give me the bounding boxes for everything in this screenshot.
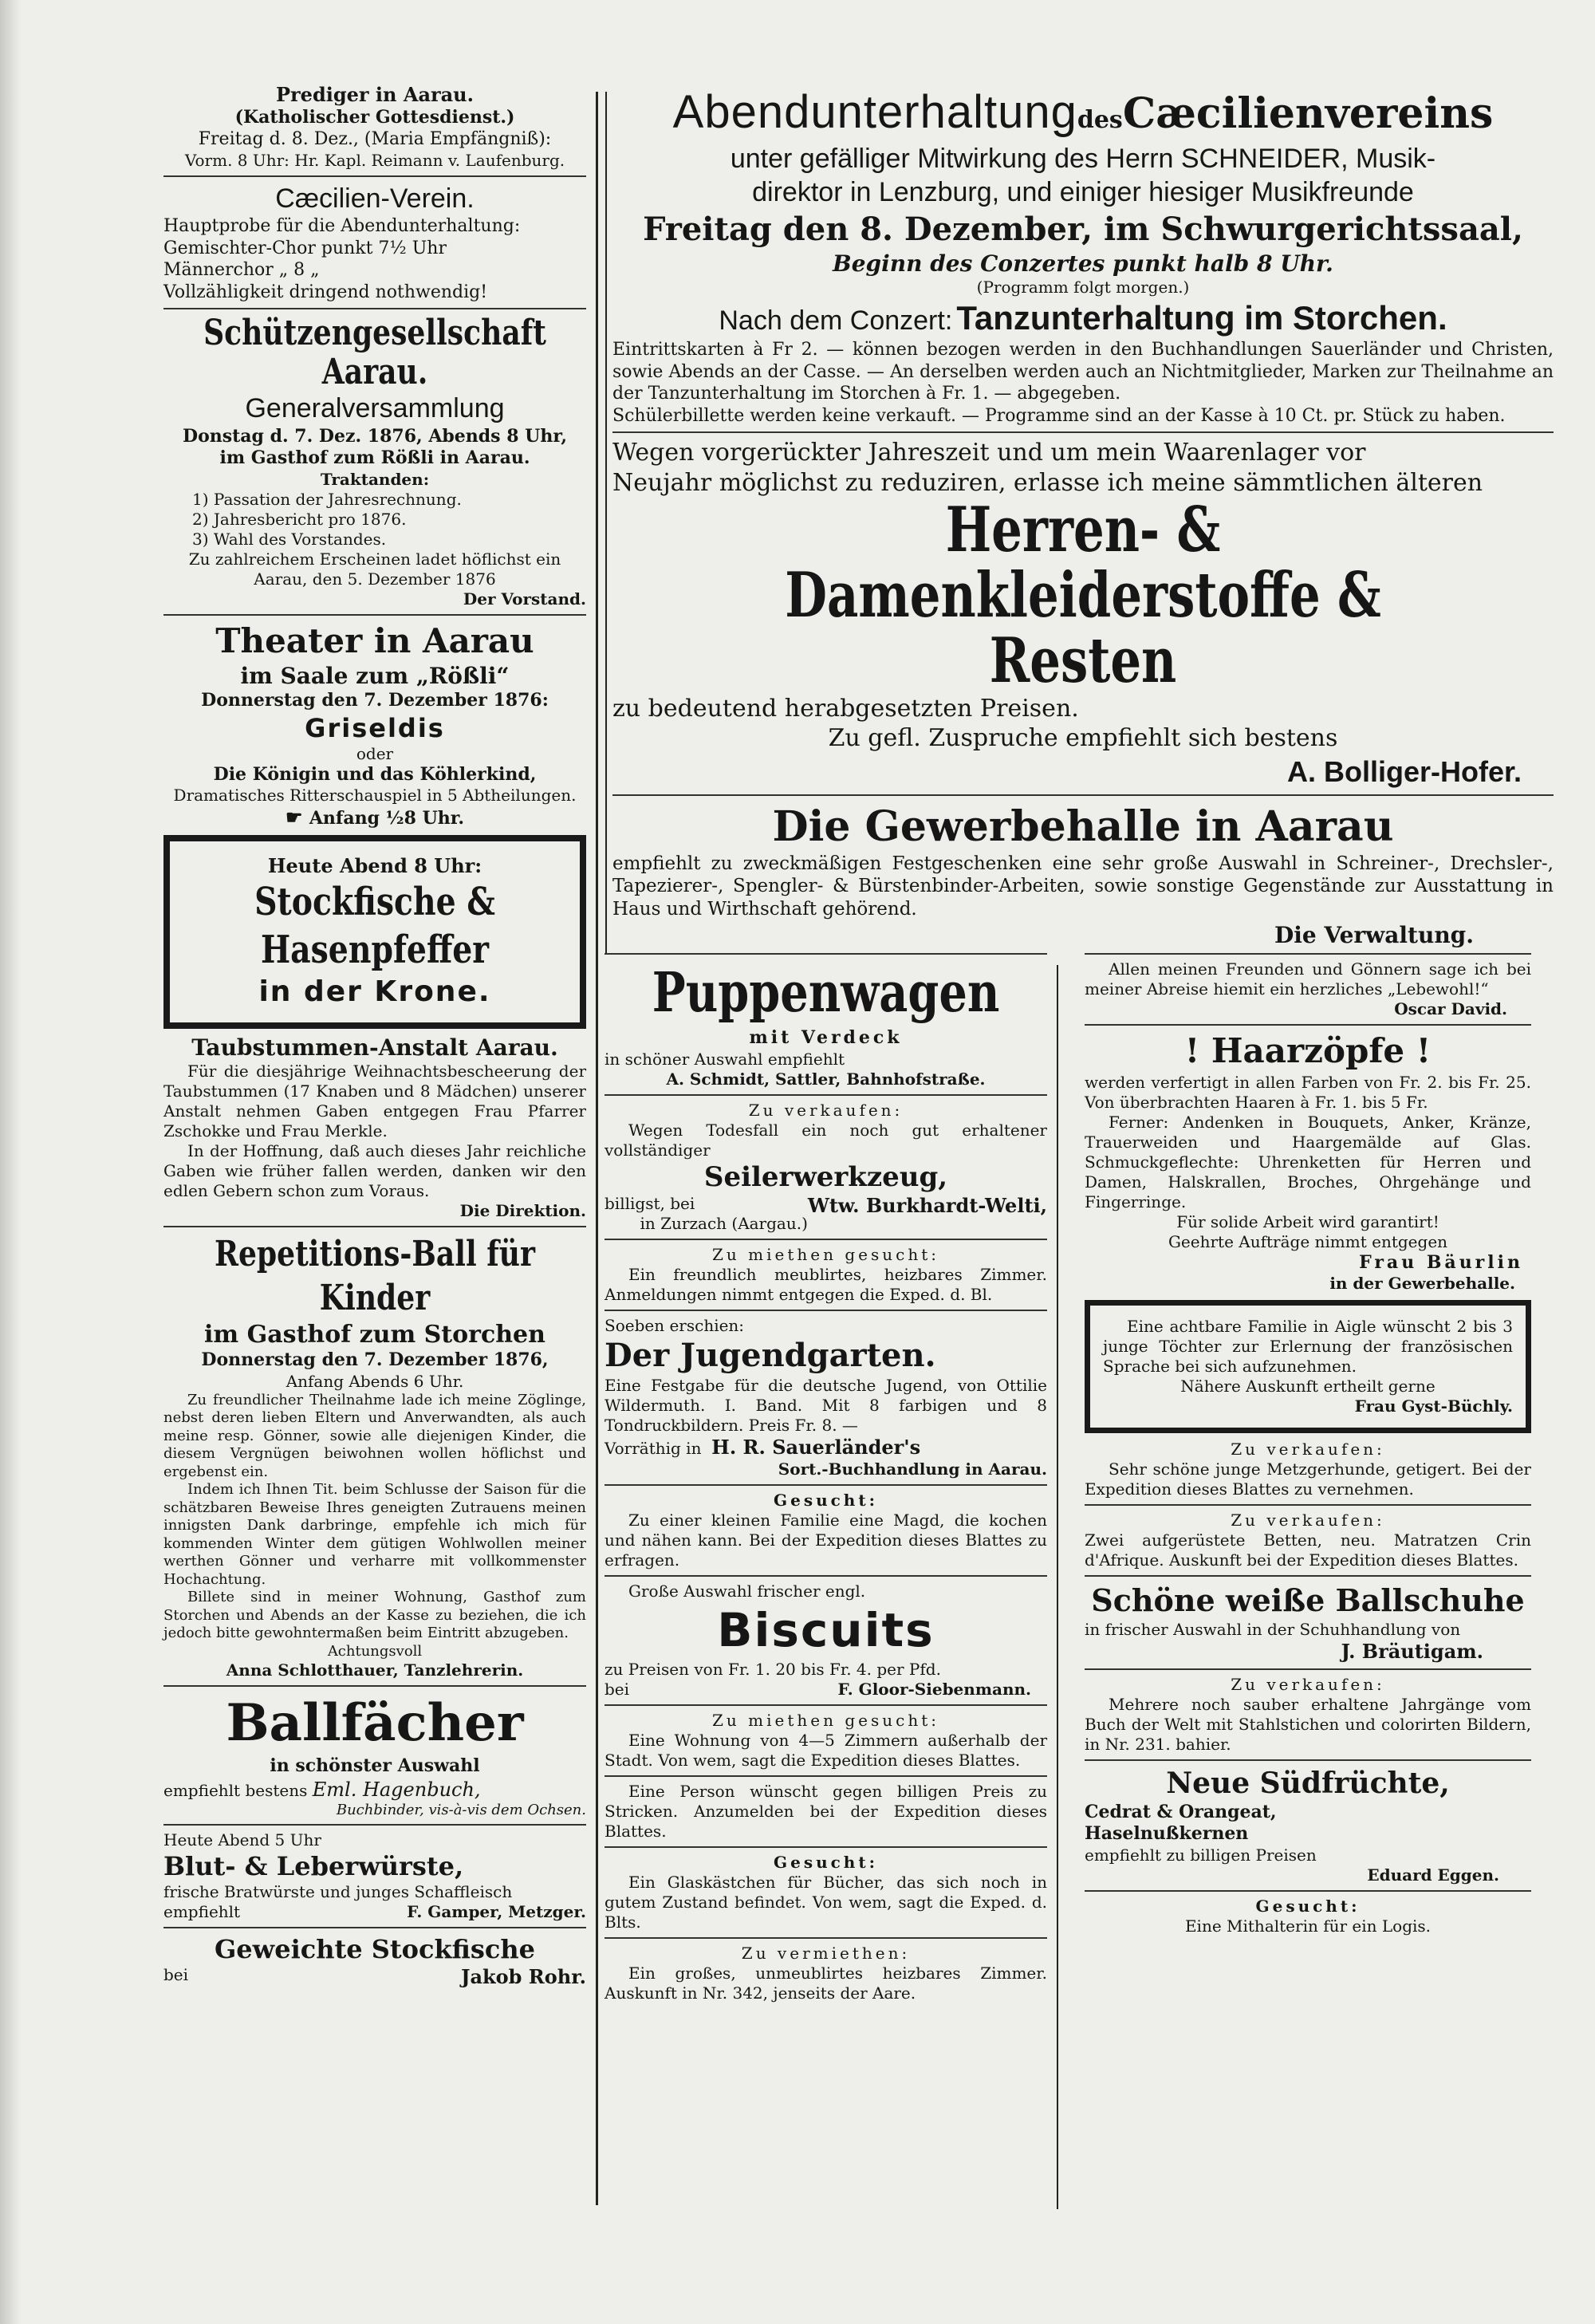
ad-line: Heute Abend 8 Uhr: xyxy=(267,853,482,877)
ad-gewerbehalle xyxy=(612,801,1554,949)
ad-signature: Frau Gyst-Büchly. xyxy=(1354,1396,1513,1416)
separator xyxy=(605,1704,1047,1706)
ad-signature: J. Bräutigam. xyxy=(1341,1639,1483,1663)
ad-line: Gemischter-Chor punkt 7½ Uhr xyxy=(163,238,447,258)
ad-line xyxy=(163,1902,586,1922)
separator xyxy=(1085,1024,1531,1026)
ad-body: Billete sind in meiner Wohnung, Gasthof zum Storchen und Abends an der Kasse zu beziehen, die ich jedoch bitte gewohntermaßen beim Eintritt abzugeben. xyxy=(163,1589,586,1642)
ad-mithalterin xyxy=(1085,1897,1531,1936)
ad-line-text: bei xyxy=(605,1679,630,1699)
ad-body: Ein Glaskästchen für Bücher, das sich noch in gutem Zustand befindet. Von wem, sagt die Exped. d. Blts. xyxy=(605,1872,1047,1932)
ad-body: Eintrittskarten à Fr 2. — können bezogen werden in den Buchhandlungen Sauerländer und Christen, sowie Abends an der Casse. — An derselben werden auch an Nichtmitglieder, Marken zur Theilnahme an der Tanzunterhaltung im Storchen à Fr. 1. — abgegeben. xyxy=(612,340,1554,404)
separator xyxy=(605,1310,1047,1311)
ad-signature: Die Verwaltung. xyxy=(1274,921,1474,948)
ad-signature: Eml. Hagenbuch, xyxy=(312,1778,481,1801)
ad-title: in der Krone. xyxy=(258,975,491,1008)
ad-play-title: Griseldis xyxy=(305,712,445,743)
ad-list-item: 2) Jahresbericht pro 1876. xyxy=(192,509,407,529)
ad-heading: Gesucht: xyxy=(774,1852,878,1872)
ad-title xyxy=(163,1232,586,1320)
ad-puppenwagen xyxy=(605,959,1047,1089)
ad-body: Ein großes, unmeublirtes heizbares Zimmer. Auskunft in Nr. 342, jenseits der Aare. xyxy=(605,1963,1047,2003)
ad-time: Anfang Abends 6 Uhr. xyxy=(286,1371,464,1391)
ad-line: in schöner Auswahl empfiehlt xyxy=(605,1049,845,1069)
separator xyxy=(605,1575,1047,1577)
ad-signature: H. R. Sauerländer's xyxy=(711,1436,921,1459)
ad-title: Cæcilien-Verein. xyxy=(275,183,475,214)
ad-line: Soeben erschien: xyxy=(605,1316,745,1335)
ad-heading: Zu verkaufen: xyxy=(1231,1511,1385,1530)
ad-body: Eine Festgabe für die deutsche Jugend, von Ottilie Wildermuth. I. Band. Mit 8 farbigen und 8 Tondruckbildern. Preis Fr. 8. — xyxy=(605,1376,1047,1435)
ad-signature: F. Gloor-Siebenmann. xyxy=(837,1679,1031,1699)
separator xyxy=(163,614,586,616)
ad-body: In der Hoffnung, daß auch dieses Jahr reichliche Gaben wie früher fallen werden, danken wir den edlen Gebern schon zum Voraus. xyxy=(163,1140,586,1200)
separator xyxy=(1085,1575,1531,1577)
ad-body: Sehr schöne junge Metzgerhunde, getigert. Bei der Expedition dieses Blattes zu vernehmen. xyxy=(1085,1459,1531,1499)
ad-title: Blut- & Leberwürste, xyxy=(163,1851,464,1882)
ad-title-part: des xyxy=(1077,106,1123,134)
ad-line-text: empfiehlt bestens xyxy=(163,1780,308,1800)
ad-subtitle: (Katholischer Gottesdienst.) xyxy=(234,106,515,128)
ad-line: Für solide Arbeit wird garantirt! xyxy=(1176,1211,1439,1231)
separator xyxy=(605,1775,1047,1777)
ad-prediger xyxy=(163,84,586,171)
ad-signature: A. Schmidt, Sattler, Bahnhofstraße. xyxy=(666,1069,986,1089)
ad-title-part: Abendunterhaltung xyxy=(672,86,1077,138)
ad-line: unter gefälliger Mitwirkung des Herrn SCHNEIDER, Musik- xyxy=(730,143,1436,174)
ad-stricken xyxy=(605,1782,1047,1841)
ad-line: Neujahr möglichst zu reduziren, erlasse ich meine sämmtlichen älteren xyxy=(612,468,1483,497)
ad-start: Beginn des Conzertes punkt halb 8 Uhr. xyxy=(833,250,1333,277)
ad-title: Neue Südfrüchte, xyxy=(1166,1766,1450,1800)
ad-title xyxy=(612,494,1554,697)
ad-aigle-box xyxy=(1085,1300,1531,1433)
ad-line: Aarau, den 5. Dezember 1876 xyxy=(254,569,496,589)
ad-heading: Zu verkaufen: xyxy=(1231,1440,1385,1459)
ad-metzgerhunde xyxy=(1085,1440,1531,1499)
ad-body: Eine achtbare Familie in Aigle wünscht 2 bis 3 junge Töchter zur Erlernung der französischen Sprache bei sich aufzunehmen. xyxy=(1103,1317,1513,1376)
ad-date: Donstag d. 7. Dez. 1876, Abends 8 Uhr, xyxy=(182,425,568,447)
ad-line xyxy=(163,806,586,830)
ad-line: zu bedeutend herabgesetzten Preisen. xyxy=(612,694,1079,723)
ad-title: Geweichte Stockfische xyxy=(214,1934,536,1965)
ad-haarzoepfe xyxy=(1085,1030,1531,1294)
ad-krone-box xyxy=(163,835,586,1029)
ad-line: Hauptprobe für die Abendunterhaltung: xyxy=(163,216,521,237)
ad-title-text: Schützengesellschaft Aarau. xyxy=(203,313,546,392)
ad-magd-gesucht xyxy=(605,1491,1047,1570)
ad-place: im Saale zum „Rößli“ xyxy=(240,663,510,690)
ad-title: Schöne weiße Ballschuhe xyxy=(1091,1582,1525,1618)
ad-line: oder xyxy=(356,743,394,763)
ad-title: Prediger in Aarau. xyxy=(275,83,474,106)
ad-signature: Der Vorstand. xyxy=(463,589,586,609)
separator xyxy=(605,1094,1047,1096)
ad-seilerwerkzeug xyxy=(605,1101,1047,1235)
ad-body: werden verfertigt in allen Farben von Fr. 2. bis Fr. 25. Von überbrachten Haaren à Fr. 1. bis 5 Fr. xyxy=(1085,1072,1531,1112)
separator xyxy=(1085,1759,1531,1761)
ad-signature: Sort.-Buchhandlung in Aarau. xyxy=(778,1459,1047,1479)
ad-line: Geehrte Aufträge nimmt entgegen xyxy=(1168,1231,1448,1251)
ad-line-part: Tanzunterhaltung im Storchen. xyxy=(956,298,1447,337)
ad-body: Zu einer kleinen Familie eine Magd, die kochen und nähen kann. Bei der Expedition dieses Blattes zu erfragen. xyxy=(605,1511,1047,1570)
ad-wohnung-gesucht xyxy=(605,1711,1047,1771)
ad-signature: Frau Bäurlin xyxy=(1359,1251,1523,1273)
ad-betten xyxy=(1085,1511,1531,1570)
ad-place: in Zurzach (Aargau.) xyxy=(640,1214,808,1233)
ad-title xyxy=(612,84,1554,142)
ad-line-text: bei xyxy=(163,1965,189,1985)
ad-line: in frischer Auswahl in der Schuhhandlung von xyxy=(1085,1619,1461,1639)
ad-glaskaestchen xyxy=(605,1853,1047,1932)
separator xyxy=(163,1226,586,1227)
separator xyxy=(163,308,586,309)
ad-place: im Gasthof zum Storchen xyxy=(204,1320,545,1349)
ad-title: Taubstummen-Anstalt Aarau. xyxy=(191,1034,558,1061)
right-column xyxy=(1085,953,1531,1941)
ad-suedfruechte xyxy=(1085,1766,1531,1885)
separator xyxy=(605,1846,1047,1848)
ad-caecilien-verein xyxy=(163,182,586,304)
ad-line-text: billigst, bei xyxy=(605,1194,695,1213)
ad-title-part: Cæcilienvereins xyxy=(1122,89,1494,138)
separator xyxy=(612,431,1554,433)
ad-heading: Zu verkaufen: xyxy=(748,1100,904,1120)
ad-body: Zu freundlicher Theilnahme lade ich meine Zöglinge, nebst deren lieben Eltern und Anverwandten, als auch meine resp. Gönner, sowie alle diejenigen Kinder, die diesem Vergnügen beiwohnen wollen höflichst und ergebenst ein. xyxy=(163,1391,586,1480)
ad-line: Freitag d. 8. Dez., (Maria Empfängniß): xyxy=(198,129,552,150)
ad-title-text: Stockfische & Hasenpfeffer xyxy=(254,879,495,972)
ad-signature: F. Gamper, Metzger. xyxy=(407,1902,586,1922)
separator xyxy=(1085,1890,1531,1892)
ad-line xyxy=(605,1680,1047,1700)
ad-line-part: Nach dem Conzert: xyxy=(719,305,953,336)
ad-list-item: 3) Wahl des Vorstandes. xyxy=(192,529,387,549)
ad-theater xyxy=(163,620,586,830)
ad-line: in schönster Auswahl xyxy=(270,1755,480,1777)
separator xyxy=(163,1927,586,1928)
ad-address: Buchbinder, vis-à-vis dem Ochsen. xyxy=(336,1801,586,1818)
ad-signature: Eduard Eggen. xyxy=(1367,1865,1499,1885)
ad-line: Vollzähligkeit dringend nothwendig! xyxy=(163,282,488,302)
ad-line: Zu zahlreichem Erscheinen ladet höflichst ein xyxy=(188,549,561,569)
ad-line: Vorm. 8 Uhr: Hr. Kapl. Reimann v. Laufenburg. xyxy=(184,150,565,170)
left-column xyxy=(163,84,586,1990)
ad-heading: Zu miethen gesucht: xyxy=(712,1245,939,1264)
ad-title xyxy=(181,878,569,974)
ad-body: Wegen Todesfall ein noch gut erhaltener vollständiger xyxy=(605,1120,1047,1160)
ad-line: Männerchor „ 8 „ xyxy=(163,260,320,281)
ad-signature: Wtw. Burkhardt-Welti, xyxy=(807,1194,1047,1217)
ad-biscuits xyxy=(605,1582,1047,1700)
ad-line: Wegen vorgerückter Jahreszeit und um mein Waarenlager vor xyxy=(612,439,1366,467)
ad-start: Anfang ½8 Uhr. xyxy=(309,808,465,829)
ad-heading: Zu vermiethen: xyxy=(741,1943,911,1963)
ad-title: Biscuits xyxy=(717,1603,935,1657)
ad-title-text: Repetitions-Ball für Kinder xyxy=(214,1233,536,1318)
ad-title: Theater in Aarau xyxy=(215,620,534,660)
separator xyxy=(605,1937,1047,1939)
separator xyxy=(605,1484,1047,1486)
ad-line: empfiehlt zu billigen Preisen xyxy=(1085,1845,1317,1865)
ad-body: Zwei aufgerüstete Betten, neu. Matratzen Crin d'Afrique. Auskunft bei der Expedition dieses Blattes. xyxy=(1085,1530,1531,1570)
ad-stockfische xyxy=(163,1933,586,1989)
ad-body: empfiehlt zu zweckmäßigen Festgeschenken eine sehr große Auswahl in Schreiner-, Drechsler-, Tapezierer-, Spengler- & Bürstenbinder-Arbeiten, sowie sonstige Gegenstände zur Ausstattung in Haus und Wirthschaft gehörend. xyxy=(612,853,1554,920)
ad-line: Dramatisches Ritterschauspiel in 5 Abtheilungen. xyxy=(173,786,577,806)
separator xyxy=(163,175,586,177)
ad-zimmer-vermiethen xyxy=(605,1944,1047,2003)
pointing-hand-icon: ☛ xyxy=(285,806,309,829)
separator xyxy=(1085,1668,1531,1670)
ad-date: Freitag den 8. Dezember, im Schwurgerichtssaal, xyxy=(643,210,1523,248)
ad-subtitle: Generalversammlung xyxy=(245,393,505,424)
separator xyxy=(605,953,1047,955)
ad-title xyxy=(605,959,1047,1027)
separator xyxy=(605,1239,1047,1240)
ad-ballfaecher xyxy=(163,1692,586,1819)
ad-signature: Jakob Rohr. xyxy=(461,1965,586,1989)
ad-body: Mehrere noch sauber erhaltene Jahrgänge vom Buch der Welt mit Stahlstichen und colorirten Bildern, in Nr. 231. bahier. xyxy=(1085,1694,1531,1754)
ad-title-text: Puppenwagen xyxy=(652,961,1000,1025)
ad-line: Haselnußkernen xyxy=(1085,1823,1249,1844)
ad-line: frische Bratwürste und junges Schaffleisch xyxy=(163,1882,513,1902)
ad-title xyxy=(163,314,586,392)
ad-line: Cedrat & Orangeat, xyxy=(1085,1801,1277,1822)
ad-list-item: 1) Passation der Jahresrechnung. xyxy=(192,489,462,509)
ad-title: Ballfächer xyxy=(226,1693,524,1754)
column-rule-far-left xyxy=(605,92,607,953)
separator xyxy=(1085,953,1531,955)
middle-column xyxy=(605,953,1047,2008)
column-rule-left xyxy=(596,92,598,2205)
ad-blutwuerste xyxy=(163,1830,586,1922)
ad-line: mit Verdeck xyxy=(749,1027,903,1048)
ad-heading: Zu verkaufen: xyxy=(1231,1674,1385,1694)
ad-line: zu Preisen von Fr. 1. 20 bis Fr. 4. per Pfd. xyxy=(605,1659,941,1679)
ad-line xyxy=(605,1194,1047,1217)
ad-signature: Die Direktion. xyxy=(459,1200,586,1220)
ad-greeting: Achtungsvoll xyxy=(327,1642,423,1660)
separator xyxy=(163,1685,586,1687)
ad-body: Schülerbillette werden keine verkauft. — Programme sind an der Kasse à 10 Ct. pr. Stück zu haben. xyxy=(612,405,1506,426)
ad-body: Ein freundlich meublirtes, heizbares Zimmer. Anmeldungen nimmt entgegen die Exped. d. Bl. xyxy=(605,1265,1047,1304)
ad-taubstummen xyxy=(163,1034,586,1221)
ad-line xyxy=(605,1436,1047,1459)
ad-line: Zu gefl. Zuspruche empfiehlt sich bestens xyxy=(828,724,1338,753)
ad-signature: Oscar David. xyxy=(1394,999,1507,1018)
ad-title: ! Haarzöpfe ! xyxy=(1184,1031,1432,1070)
ad-line xyxy=(612,297,1554,340)
ad-body: Allen meinen Freunden und Gönnern sage ich bei meiner Abreise hiemit ein herzliches „Lebewohl!“ xyxy=(1085,959,1531,999)
ad-title: Seilerwerkzeug, xyxy=(703,1160,948,1193)
ad-signature: A. Bolliger-Hofer. xyxy=(1286,754,1522,788)
ad-kleiderstoffe xyxy=(612,438,1554,790)
ad-repetitions-ball xyxy=(163,1232,586,1681)
ad-title: Die Gewerbehalle in Aarau xyxy=(772,802,1394,851)
separator xyxy=(612,794,1554,796)
ad-body: Indem ich Ihnen Tit. beim Schlusse der Saison für die schätzbaren Beweise Ihres geneigten Zutrauens meinen innigsten Dank darbringe, empfehle ich mich für kommenden Winter dem gütigen Wohlwollen meiner werthen Gönner und verharre mit vollkommenster Hochachtung. xyxy=(163,1481,586,1588)
ad-place: im Gasthof zum Rößli in Aarau. xyxy=(219,447,530,469)
ad-line: (Programm folgt morgen.) xyxy=(976,277,1190,297)
ad-body: Eine Mithalterin für ein Logis. xyxy=(1184,1916,1432,1936)
ad-line: Heute Abend 5 Uhr xyxy=(163,1830,321,1850)
ad-line-text: empfiehlt xyxy=(163,1902,241,1922)
wide-top-section xyxy=(612,84,1554,954)
ad-date: Donnerstag den 7. Dezember 1876, xyxy=(201,1349,549,1371)
ad-line xyxy=(163,1778,586,1802)
ad-signature: in der Gewerbehalle. xyxy=(1329,1274,1515,1293)
ad-heading: Zu miethen gesucht: xyxy=(712,1710,939,1730)
separator xyxy=(1085,1504,1531,1506)
ad-heading: Gesucht: xyxy=(1255,1896,1361,1916)
ad-line-text: Vorräthig in xyxy=(605,1439,702,1458)
ad-heading: Gesucht: xyxy=(774,1491,878,1510)
ad-body: Eine Person wünscht gegen billigen Preis zu Stricken. Anzumelden bei der Expedition dieses Blattes. xyxy=(605,1781,1047,1841)
ad-abendunterhaltung xyxy=(612,84,1554,427)
ad-body: Eine Wohnung von 4—5 Zimmern außerhalb der Stadt. Von wem, sagt die Expedition dieses Blattes. xyxy=(605,1730,1047,1770)
ad-title: Der Jugendgarten. xyxy=(605,1337,936,1374)
ad-heading: Traktanden: xyxy=(320,469,430,489)
ad-line: Große Auswahl frischer engl. xyxy=(628,1582,866,1601)
ad-buch-der-welt xyxy=(1085,1675,1531,1755)
ad-signature: Anna Schlotthauer, Tanzlehrerin. xyxy=(226,1660,524,1680)
column-rule-middle xyxy=(1057,965,1058,2209)
ad-title-text: Herren- & Damenkleiderstoffe & Resten xyxy=(785,494,1381,697)
ad-zimmer-gesucht xyxy=(605,1245,1047,1305)
ad-schuetzengesellschaft xyxy=(163,314,586,609)
ad-line xyxy=(163,1965,586,1989)
ad-jugendgarten xyxy=(605,1316,1047,1479)
ad-body: Ferner: Andenken in Bouquets, Anker, Kränze, Trauerweiden und Haargemälde auf Glas. Schmuckgeflechte: Uhrenketten für Herren und Damen, Halskrallen, Broches, Ohrgehänge und Fingerringe. xyxy=(1085,1112,1531,1211)
ad-line: direktor in Lenzburg, und einiger hiesiger Musikfreunde xyxy=(752,177,1414,207)
ad-ballschuhe xyxy=(1085,1582,1531,1664)
ad-date: Donnerstag den 7. Dezember 1876: xyxy=(201,690,549,711)
ad-lebewohl xyxy=(1085,959,1531,1019)
ad-line: Nähere Auskunft ertheilt gerne xyxy=(1180,1377,1436,1396)
ad-play-title: Die Königin und das Köhlerkind, xyxy=(213,763,537,785)
ad-body: Für die diesjährige Weihnachtsbescheerung der Taubstummen (17 Knaben und 8 Mädchen) unserer Anstalt nehmen Gaben entgegen Frau Pfarrer Zschokke und Frau Merkle. xyxy=(163,1061,586,1140)
separator xyxy=(163,1824,586,1826)
